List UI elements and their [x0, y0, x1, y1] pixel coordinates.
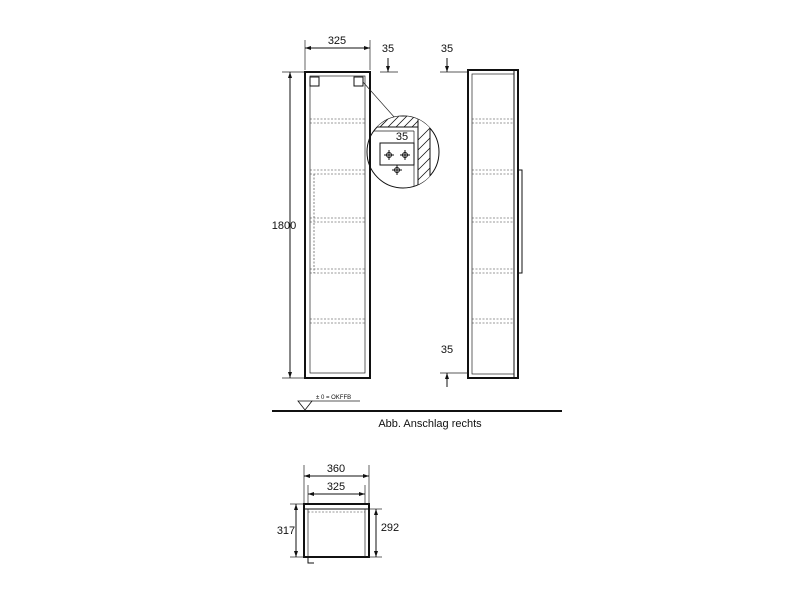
hinge-detail: [360, 116, 440, 190]
hinge-marker-left: [310, 77, 319, 86]
front-top-gap-dimension: [380, 43, 398, 72]
front-cabinet-body: [305, 72, 370, 378]
plan-inner-width-dimension: [308, 481, 365, 505]
level-marker-icon: [298, 401, 312, 410]
plan-inner-width-label: 325: [326, 481, 346, 493]
side-shelves: [472, 119, 514, 323]
detail-label: 35: [395, 131, 409, 143]
front-cabinet-inner: [310, 76, 365, 373]
front-top-gap-label: 35: [381, 43, 395, 55]
plan-outer-depth-dimension: [277, 504, 304, 557]
drawing-caption: Abb. Anschlag rechts: [378, 418, 482, 430]
screw-icon: [400, 150, 410, 160]
floor-level-label: ± 0 = OKFFB: [316, 395, 352, 401]
side-bottom-offset-label: 35: [440, 344, 454, 356]
plan-inner-depth-label: 292: [380, 522, 400, 534]
front-height-dimension: [272, 72, 305, 378]
side-top-offset-label: 35: [440, 43, 454, 55]
front-width-label: 325: [327, 35, 347, 47]
screw-icon: [384, 150, 394, 160]
plan-outer-width-label: 360: [326, 463, 346, 475]
side-view: [440, 43, 522, 387]
front-width-dimension: [305, 35, 370, 70]
front-view: [272, 35, 398, 378]
plan-view: [277, 463, 399, 563]
front-shelves: [310, 119, 365, 323]
side-cabinet-body: [468, 70, 518, 378]
side-top-offset-dimension: [440, 43, 468, 72]
front-height-label: 1800: [271, 220, 297, 232]
screw-icon: [392, 165, 402, 175]
plan-inner-depth-dimension: [369, 509, 399, 557]
floor-reference: [272, 395, 562, 430]
hinge-marker-right: [354, 77, 363, 86]
plan-outer-depth-label: 317: [276, 525, 296, 537]
side-bottom-offset-dimension: [440, 344, 468, 387]
detail-leader-line: [363, 82, 395, 118]
